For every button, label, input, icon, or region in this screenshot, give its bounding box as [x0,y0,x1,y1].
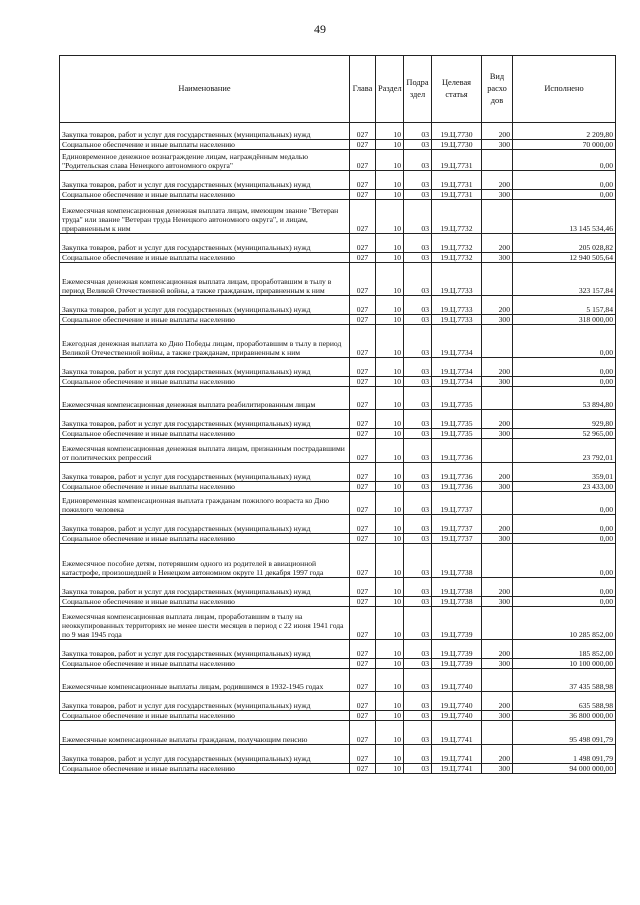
row-name: Социальное обеспечение и иные выплаты населению [60,315,350,325]
row-expense-type: 200 [482,123,513,140]
header-target: Целевая статья [432,56,482,123]
header-section: Раздел [376,56,404,123]
row-expense-type [482,439,513,463]
row-expense-type [482,607,513,640]
row-target: 19.Ц.7732 [432,234,482,253]
header-chapter: Глава [350,56,376,123]
row-chapter: 027 [350,387,376,410]
row-executed: 0,00 [513,325,616,358]
header-name: Наименование [60,56,350,123]
row-target: 19.Ц.7738 [432,578,482,597]
row-subsection: 03 [404,764,432,774]
row-target: 19.Ц.7737 [432,492,482,515]
row-section: 10 [376,463,404,482]
row-chapter: 027 [350,439,376,463]
row-expense-type: 300 [482,597,513,607]
row-name: Социальное обеспечение и иные выплаты населению [60,659,350,669]
row-subsection: 03 [404,315,432,325]
row-name: Социальное обеспечение и иные выплаты населению [60,482,350,492]
table-row [60,387,616,410]
row-subsection: 03 [404,234,432,253]
row-executed: 0,00 [513,578,616,597]
row-expense-type: 200 [482,171,513,190]
row-executed: 0,00 [513,190,616,200]
row-target: 19.Ц.7740 [432,669,482,692]
row-expense-type: 200 [482,578,513,597]
row-target: 19.Ц.7736 [432,482,482,492]
row-target: 19.Ц.7737 [432,534,482,544]
row-expense-type [482,544,513,578]
row-target: 19.Ц.7731 [432,171,482,190]
row-chapter: 027 [350,578,376,597]
table-row [60,711,616,721]
row-chapter: 027 [350,325,376,358]
row-executed: 95 498 091,79 [513,721,616,745]
row-target: 19.Ц.7741 [432,721,482,745]
row-target: 19.Ц.7738 [432,597,482,607]
row-chapter: 027 [350,544,376,578]
row-name: Социальное обеспечение и иные выплаты населению [60,764,350,774]
row-section: 10 [376,123,404,140]
row-name: Социальное обеспечение и иные выплаты населению [60,253,350,263]
row-target: 19.Ц.7732 [432,200,482,234]
row-subsection: 03 [404,492,432,515]
row-chapter: 027 [350,140,376,150]
row-chapter: 027 [350,482,376,492]
row-section: 10 [376,482,404,492]
row-chapter: 027 [350,534,376,544]
row-expense-type [482,721,513,745]
row-chapter: 027 [350,640,376,659]
row-chapter: 027 [350,253,376,263]
row-chapter: 027 [350,463,376,482]
row-name: Единовременное денежное вознаграждение лицам, награждённым медалью "Родительская слава Ненецкого автономного округа" [60,150,350,171]
row-executed: 0,00 [513,534,616,544]
table-header-row [60,56,616,123]
row-target: 19.Ц.7735 [432,387,482,410]
row-name: Единовременная компенсационная выплата гражданам пожилого возраста ко Дню пожилого человека [60,492,350,515]
row-target: 19.Ц.7735 [432,429,482,439]
row-chapter: 027 [350,315,376,325]
row-expense-type: 200 [482,234,513,253]
row-section: 10 [376,721,404,745]
row-executed: 52 965,00 [513,429,616,439]
row-chapter: 027 [350,659,376,669]
row-name: Ежемесячное пособие детям, потерявшим одного из родителей в авиационной катастрофе, произошедшей в Ненецком автономном округе 11 декабря 1997 года [60,544,350,578]
row-expense-type: 300 [482,534,513,544]
table-row [60,325,616,358]
row-expense-type: 300 [482,482,513,492]
row-target: 19.Ц.7737 [432,515,482,534]
table-row [60,150,616,171]
row-section: 10 [376,315,404,325]
table-row [60,764,616,774]
table-row [60,544,616,578]
row-executed: 2 209,80 [513,123,616,140]
row-name: Ежемесячная компенсационная денежная выплата лицам, имеющим звание "Ветеран труда" или звание "Ветеран труда Ненецкого автономного округа", и лицам, приравненным к ним [60,200,350,234]
row-target: 19.Ц.7730 [432,140,482,150]
row-chapter: 027 [350,263,376,296]
row-subsection: 03 [404,711,432,721]
row-target: 19.Ц.7738 [432,544,482,578]
row-executed: 23 792,01 [513,439,616,463]
table-row [60,463,616,482]
row-section: 10 [376,253,404,263]
row-executed: 359,01 [513,463,616,482]
table-row [60,659,616,669]
row-target: 19.Ц.7730 [432,123,482,140]
table-row [60,534,616,544]
table-row [60,607,616,640]
row-section: 10 [376,234,404,253]
row-target: 19.Ц.7733 [432,315,482,325]
table-row [60,669,616,692]
row-subsection: 03 [404,377,432,387]
table-row [60,253,616,263]
row-target: 19.Ц.7739 [432,640,482,659]
row-chapter: 027 [350,200,376,234]
row-name: Социальное обеспечение и иные выплаты населению [60,597,350,607]
row-expense-type [482,492,513,515]
row-chapter: 027 [350,171,376,190]
row-expense-type: 200 [482,515,513,534]
row-name: Закупка товаров, работ и услуг для государственных (муниципальных) нужд [60,358,350,377]
row-subsection: 03 [404,358,432,377]
row-name: Закупка товаров, работ и услуг для государственных (муниципальных) нужд [60,515,350,534]
row-name: Закупка товаров, работ и услуг для государственных (муниципальных) нужд [60,171,350,190]
table-row [60,721,616,745]
row-section: 10 [376,492,404,515]
row-name: Закупка товаров, работ и услуг для государственных (муниципальных) нужд [60,123,350,140]
row-chapter: 027 [350,377,376,387]
row-expense-type: 300 [482,711,513,721]
row-section: 10 [376,669,404,692]
row-expense-type [482,669,513,692]
row-section: 10 [376,325,404,358]
table-row [60,439,616,463]
table-row [60,515,616,534]
row-executed: 929,80 [513,410,616,429]
row-target: 19.Ц.7736 [432,439,482,463]
row-executed: 0,00 [513,150,616,171]
table-row [60,358,616,377]
row-subsection: 03 [404,515,432,534]
row-executed: 0,00 [513,597,616,607]
row-name: Социальное обеспечение и иные выплаты населению [60,711,350,721]
table-row [60,234,616,253]
table-row [60,692,616,711]
row-name: Ежемесячная компенсационная выплата лицам, проработавшим в тылу на неоккупированных территориях не менее шести месяцев в период с 22 июня 1941 года по 9 мая 1945 года [60,607,350,640]
row-executed: 0,00 [513,544,616,578]
row-expense-type: 300 [482,377,513,387]
row-subsection: 03 [404,439,432,463]
row-chapter: 027 [350,150,376,171]
row-chapter: 027 [350,721,376,745]
row-section: 10 [376,439,404,463]
row-target: 19.Ц.7741 [432,745,482,764]
row-section: 10 [376,429,404,439]
row-section: 10 [376,534,404,544]
row-subsection: 03 [404,745,432,764]
table-row [60,429,616,439]
row-chapter: 027 [350,190,376,200]
row-name: Закупка товаров, работ и услуг для государственных (муниципальных) нужд [60,578,350,597]
table-row [60,745,616,764]
row-expense-type: 300 [482,429,513,439]
row-subsection: 03 [404,171,432,190]
table-row [60,597,616,607]
table-row [60,578,616,597]
row-chapter: 027 [350,429,376,439]
page-number: 49 [314,22,326,36]
row-expense-type: 200 [482,640,513,659]
row-executed: 0,00 [513,171,616,190]
row-name: Закупка товаров, работ и услуг для государственных (муниципальных) нужд [60,692,350,711]
row-name: Закупка товаров, работ и услуг для государственных (муниципальных) нужд [60,410,350,429]
row-target: 19.Ц.7731 [432,150,482,171]
row-expense-type: 200 [482,745,513,764]
row-subsection: 03 [404,544,432,578]
row-subsection: 03 [404,387,432,410]
row-chapter: 027 [350,358,376,377]
table-row [60,140,616,150]
row-subsection: 03 [404,296,432,315]
row-section: 10 [376,410,404,429]
row-section: 10 [376,263,404,296]
row-executed: 23 433,00 [513,482,616,492]
row-section: 10 [376,140,404,150]
row-target: 19.Ц.7734 [432,377,482,387]
row-chapter: 027 [350,492,376,515]
row-name: Ежемесячная денежная компенсационная выплата лицам, проработавшим в тылу в период Великой Отечественной войны, а также гражданам, приравненным к ним [60,263,350,296]
row-subsection: 03 [404,640,432,659]
row-section: 10 [376,745,404,764]
row-executed: 0,00 [513,492,616,515]
row-executed: 5 157,84 [513,296,616,315]
row-executed: 0,00 [513,377,616,387]
row-name: Закупка товаров, работ и услуг для государственных (муниципальных) нужд [60,296,350,315]
row-target: 19.Ц.7733 [432,296,482,315]
row-target: 19.Ц.7731 [432,190,482,200]
table-row [60,640,616,659]
row-expense-type: 200 [482,358,513,377]
row-subsection: 03 [404,597,432,607]
row-chapter: 027 [350,410,376,429]
row-subsection: 03 [404,669,432,692]
header-subsection: Подра здел [404,56,432,123]
row-target: 19.Ц.7736 [432,463,482,482]
row-target: 19.Ц.7735 [432,410,482,429]
row-expense-type: 300 [482,315,513,325]
table-row [60,200,616,234]
row-name: Ежемесячная компенсационная денежная выплата реабилитированным лицам [60,387,350,410]
row-chapter: 027 [350,234,376,253]
row-name: Социальное обеспечение и иные выплаты населению [60,377,350,387]
row-expense-type: 300 [482,190,513,200]
row-name: Социальное обеспечение и иные выплаты населению [60,190,350,200]
table-row [60,315,616,325]
row-name: Закупка товаров, работ и услуг для государственных (муниципальных) нужд [60,745,350,764]
row-expense-type: 300 [482,253,513,263]
row-target: 19.Ц.7734 [432,358,482,377]
row-executed: 323 157,84 [513,263,616,296]
row-section: 10 [376,190,404,200]
row-executed: 185 852,00 [513,640,616,659]
row-section: 10 [376,692,404,711]
row-subsection: 03 [404,463,432,482]
row-executed: 10 285 852,00 [513,607,616,640]
row-chapter: 027 [350,711,376,721]
row-section: 10 [376,377,404,387]
row-expense-type [482,325,513,358]
row-subsection: 03 [404,123,432,140]
row-expense-type: 300 [482,659,513,669]
row-subsection: 03 [404,607,432,640]
row-expense-type [482,150,513,171]
row-target: 19.Ц.7741 [432,764,482,774]
row-subsection: 03 [404,253,432,263]
row-chapter: 027 [350,607,376,640]
row-section: 10 [376,711,404,721]
row-executed: 12 940 505,64 [513,253,616,263]
row-executed: 318 000,00 [513,315,616,325]
row-section: 10 [376,640,404,659]
row-section: 10 [376,764,404,774]
row-name: Ежегодная денежная выплата ко Дню Победы лицам, проработавшим в тылу в период Великой Отечественной войны, а также гражданам, приравненным к ним [60,325,350,358]
row-chapter: 027 [350,515,376,534]
row-expense-type: 300 [482,140,513,150]
row-name: Закупка товаров, работ и услуг для государственных (муниципальных) нужд [60,463,350,482]
row-target: 19.Ц.7740 [432,711,482,721]
row-subsection: 03 [404,200,432,234]
row-target: 19.Ц.7734 [432,325,482,358]
row-name: Социальное обеспечение и иные выплаты населению [60,429,350,439]
row-expense-type [482,200,513,234]
row-executed: 1 498 091,79 [513,745,616,764]
row-section: 10 [376,659,404,669]
row-name: Ежемесячные компенсационные выплаты лицам, родившимся в 1932-1945 годах [60,669,350,692]
table-row [60,263,616,296]
table-row [60,190,616,200]
budget-table [59,55,616,774]
row-executed: 0,00 [513,515,616,534]
row-subsection: 03 [404,410,432,429]
row-subsection: 03 [404,721,432,745]
row-subsection: 03 [404,659,432,669]
row-expense-type: 200 [482,692,513,711]
row-chapter: 027 [350,296,376,315]
row-target: 19.Ц.7732 [432,253,482,263]
table-row [60,171,616,190]
row-executed: 635 588,98 [513,692,616,711]
row-subsection: 03 [404,263,432,296]
row-subsection: 03 [404,190,432,200]
row-name: Ежемесячные компенсационные выплаты гражданам, получающим пенсию [60,721,350,745]
row-expense-type: 200 [482,296,513,315]
row-expense-type [482,263,513,296]
row-subsection: 03 [404,429,432,439]
row-section: 10 [376,150,404,171]
row-section: 10 [376,607,404,640]
row-section: 10 [376,200,404,234]
row-subsection: 03 [404,140,432,150]
row-section: 10 [376,544,404,578]
header-expense-type: Вид расхо дов [482,56,513,123]
row-executed: 94 000 000,00 [513,764,616,774]
row-section: 10 [376,578,404,597]
table-row [60,410,616,429]
row-executed: 205 028,82 [513,234,616,253]
row-name: Социальное обеспечение и иные выплаты населению [60,140,350,150]
row-expense-type: 200 [482,463,513,482]
row-subsection: 03 [404,534,432,544]
row-chapter: 027 [350,764,376,774]
row-chapter: 027 [350,597,376,607]
row-expense-type [482,387,513,410]
table-row [60,377,616,387]
row-target: 19.Ц.7739 [432,659,482,669]
row-section: 10 [376,597,404,607]
row-subsection: 03 [404,482,432,492]
row-chapter: 027 [350,669,376,692]
row-section: 10 [376,515,404,534]
row-executed: 70 000,00 [513,140,616,150]
row-executed: 37 435 588,98 [513,669,616,692]
row-chapter: 027 [350,692,376,711]
table-row [60,482,616,492]
row-section: 10 [376,358,404,377]
row-subsection: 03 [404,578,432,597]
table-row [60,123,616,140]
row-expense-type: 200 [482,410,513,429]
row-subsection: 03 [404,325,432,358]
row-target: 19.Ц.7740 [432,692,482,711]
row-executed: 0,00 [513,358,616,377]
row-executed: 13 145 534,46 [513,200,616,234]
row-section: 10 [376,296,404,315]
row-section: 10 [376,171,404,190]
row-name: Закупка товаров, работ и услуг для государственных (муниципальных) нужд [60,234,350,253]
row-name: Ежемесячная компенсационная денежная выплата лицам, признанным пострадавшими от политических репрессий [60,439,350,463]
row-subsection: 03 [404,150,432,171]
row-chapter: 027 [350,745,376,764]
row-executed: 53 894,80 [513,387,616,410]
table-row [60,492,616,515]
row-name: Социальное обеспечение и иные выплаты населению [60,534,350,544]
row-target: 19.Ц.7733 [432,263,482,296]
row-section: 10 [376,387,404,410]
table-row [60,296,616,315]
row-name: Закупка товаров, работ и услуг для государственных (муниципальных) нужд [60,640,350,659]
row-subsection: 03 [404,692,432,711]
header-executed: Исполнено [513,56,616,123]
row-chapter: 027 [350,123,376,140]
row-target: 19.Ц.7739 [432,607,482,640]
row-expense-type: 300 [482,764,513,774]
row-executed: 36 800 000,00 [513,711,616,721]
row-executed: 10 100 000,00 [513,659,616,669]
